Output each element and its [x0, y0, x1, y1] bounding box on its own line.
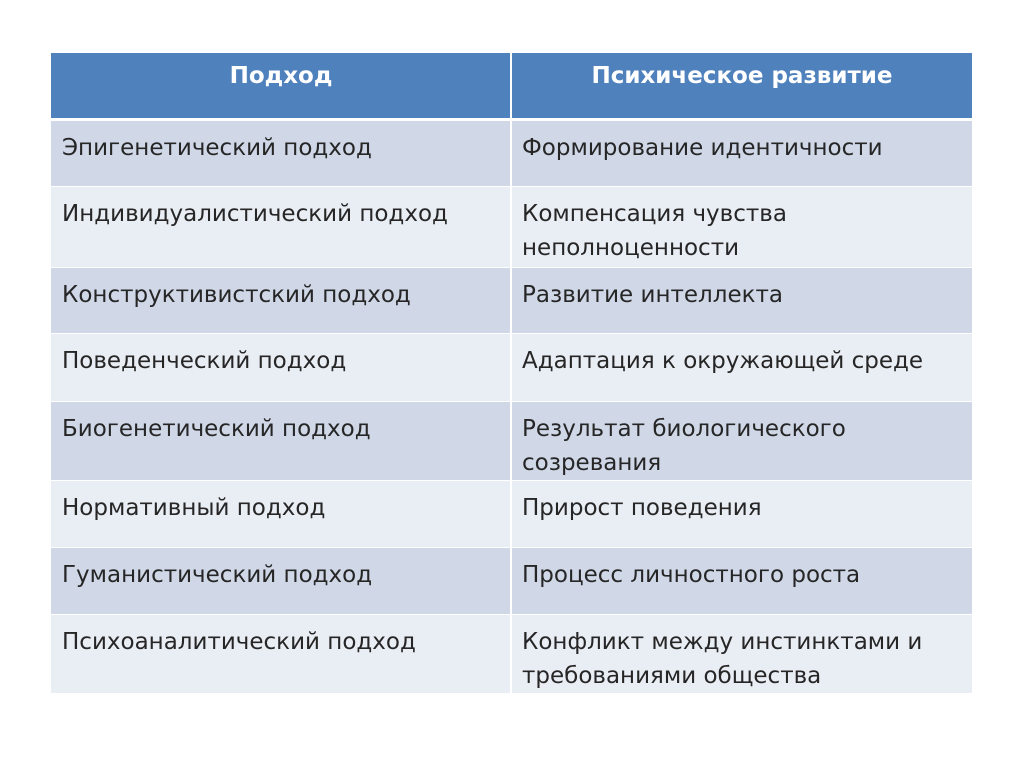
table-row — [51, 267, 972, 333]
table-row — [51, 119, 972, 186]
header-development: Психическое развитие — [511, 53, 972, 119]
approaches-table — [51, 53, 972, 693]
cell-approach: Индивидуалистический подход — [51, 186, 511, 267]
table-row — [51, 186, 972, 267]
table-row — [51, 401, 972, 480]
cell-development: Прирост поведения — [511, 480, 972, 547]
cell-development: Формирование идентичности — [511, 119, 972, 186]
cell-development: Развитие интеллекта — [511, 267, 972, 333]
cell-approach: Психоаналитический подход — [51, 614, 511, 693]
table-row — [51, 333, 972, 401]
table-row — [51, 614, 972, 693]
cell-approach: Биогенетический подход — [51, 401, 511, 480]
cell-approach: Поведенческий подход — [51, 333, 511, 401]
cell-development: Результат биологического созревания — [511, 401, 972, 480]
table-header-row — [51, 53, 972, 119]
table-row — [51, 480, 972, 547]
cell-approach: Конструктивистский подход — [51, 267, 511, 333]
cell-development: Компенсация чувства неполноценности — [511, 186, 972, 267]
cell-approach: Нормативный подход — [51, 480, 511, 547]
cell-development: Адаптация к окружающей среде — [511, 333, 972, 401]
cell-development: Процесс личностного роста — [511, 547, 972, 614]
header-approach: Подход — [51, 53, 511, 119]
table-row — [51, 547, 972, 614]
cell-approach: Эпигенетический подход — [51, 119, 511, 186]
cell-development: Конфликт между инстинктами и требованиями общества — [511, 614, 972, 693]
cell-approach: Гуманистический подход — [51, 547, 511, 614]
